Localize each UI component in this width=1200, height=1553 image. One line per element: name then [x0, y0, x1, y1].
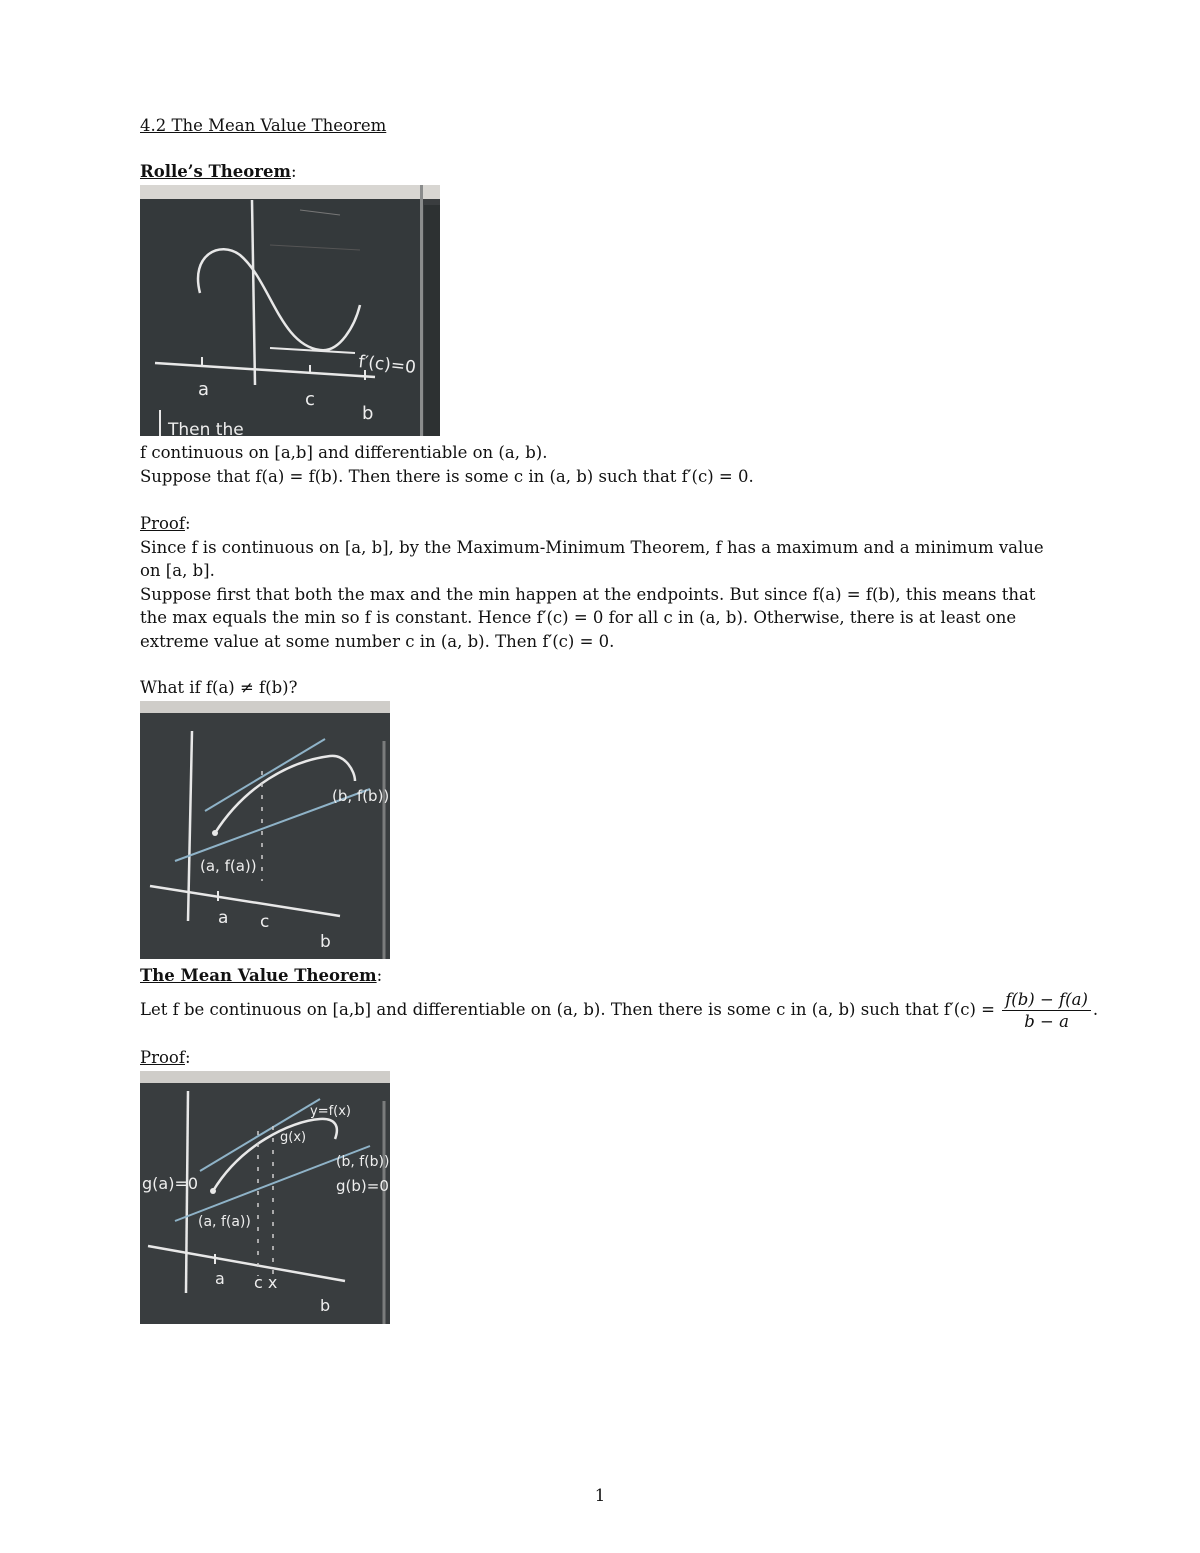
proof1-heading: Proof	[140, 514, 185, 533]
proof1-line-5: extreme value at some number c in (a, b). Then f′(c) = 0.	[140, 632, 615, 651]
mvt-statement	[140, 988, 1098, 1032]
mvt-numerator: f(b) − f(a)	[1002, 989, 1091, 1011]
secant-chalkboard-figure	[140, 701, 390, 959]
page-title: 4.2 The Mean Value Theorem	[140, 116, 387, 135]
mvt-denominator: b − a	[1024, 1012, 1069, 1031]
proof2-heading-line	[140, 1046, 191, 1070]
fig3-label-gb: g(b)=0	[336, 1177, 389, 1195]
fig1-label-b: b	[362, 403, 374, 424]
mvt-heading: The Mean Value Theorem	[140, 966, 377, 985]
mvt-heading-line	[140, 964, 382, 988]
fig3-label-yfx: y=f(x)	[310, 1104, 351, 1119]
proof1-line-3: Suppose first that both the max and the min happen at the endpoints. But since f(a) = f(b), this means that	[140, 585, 1036, 604]
proof1-line-4: the max equals the min so f is constant. Hence f′(c) = 0 for all c in (a, b). Otherwise, there is at least one	[140, 608, 1017, 627]
rolle-chalkboard-figure	[140, 185, 440, 436]
fig2-label-c: c	[260, 912, 270, 932]
rolle-heading: Rolle’s Theorem	[140, 162, 291, 181]
mvt-fraction	[1002, 989, 1091, 1032]
rolle-statement-2: Suppose that f(a) = f(b). Then there is some c in (a, b) such that f′(c) = 0.	[140, 467, 754, 486]
mvt-heading-colon: :	[376, 966, 383, 985]
proof1-heading-colon: :	[184, 514, 191, 533]
fig3-label-b-fb: (b, f(b))	[336, 1154, 390, 1170]
fig3-label-a: a	[215, 1269, 225, 1288]
fig1-label-derivative: f′(c)=0	[357, 352, 417, 378]
proof2-heading: Proof	[140, 1048, 185, 1067]
fig3-label-a-fa: (a, f(a))	[198, 1214, 251, 1230]
fig1-label-a: a	[198, 379, 210, 400]
mvt-proof-chalkboard-figure	[140, 1071, 390, 1324]
fig3-label-b: b	[320, 1296, 331, 1315]
mvt-period: .	[1092, 1000, 1099, 1019]
rolle-heading-line	[140, 160, 297, 184]
rolle-statement-1: f continuous on [a,b] and differentiable on (a, b).	[140, 443, 548, 462]
fig2-label-b: b	[320, 932, 331, 952]
fig3-label-gx: g(x)	[280, 1130, 307, 1145]
fig3-label-ga: g(a)=0	[142, 1174, 199, 1193]
page-number: 1	[594, 1486, 606, 1505]
mvt-statement-text: Let f be continuous on [a,b] and differentiable on (a, b). Then there is some c in (a, b) such that f′(c) =	[140, 1000, 995, 1019]
fig1-label-c: c	[305, 389, 315, 410]
fig1-label-partial: Then the	[168, 420, 244, 436]
proof1-line-1: Since f is continuous on [a, b], by the Maximum-Minimum Theorem, f has a maximum and a minimum value	[140, 538, 1044, 557]
proof2-heading-colon: :	[184, 1048, 191, 1067]
fig2-label-a-fa: (a, f(a))	[200, 857, 257, 875]
what-if-question: What if f(a) ≠ f(b)?	[140, 678, 298, 697]
fig2-label-a: a	[218, 908, 229, 928]
fig3-label-cx: c x	[254, 1273, 278, 1292]
rolle-heading-colon: :	[290, 162, 297, 181]
proof1-line-2: on [a, b].	[140, 561, 215, 580]
fig2-label-b-fb: (b, f(b))	[332, 787, 390, 805]
proof1-heading-line	[140, 512, 191, 536]
